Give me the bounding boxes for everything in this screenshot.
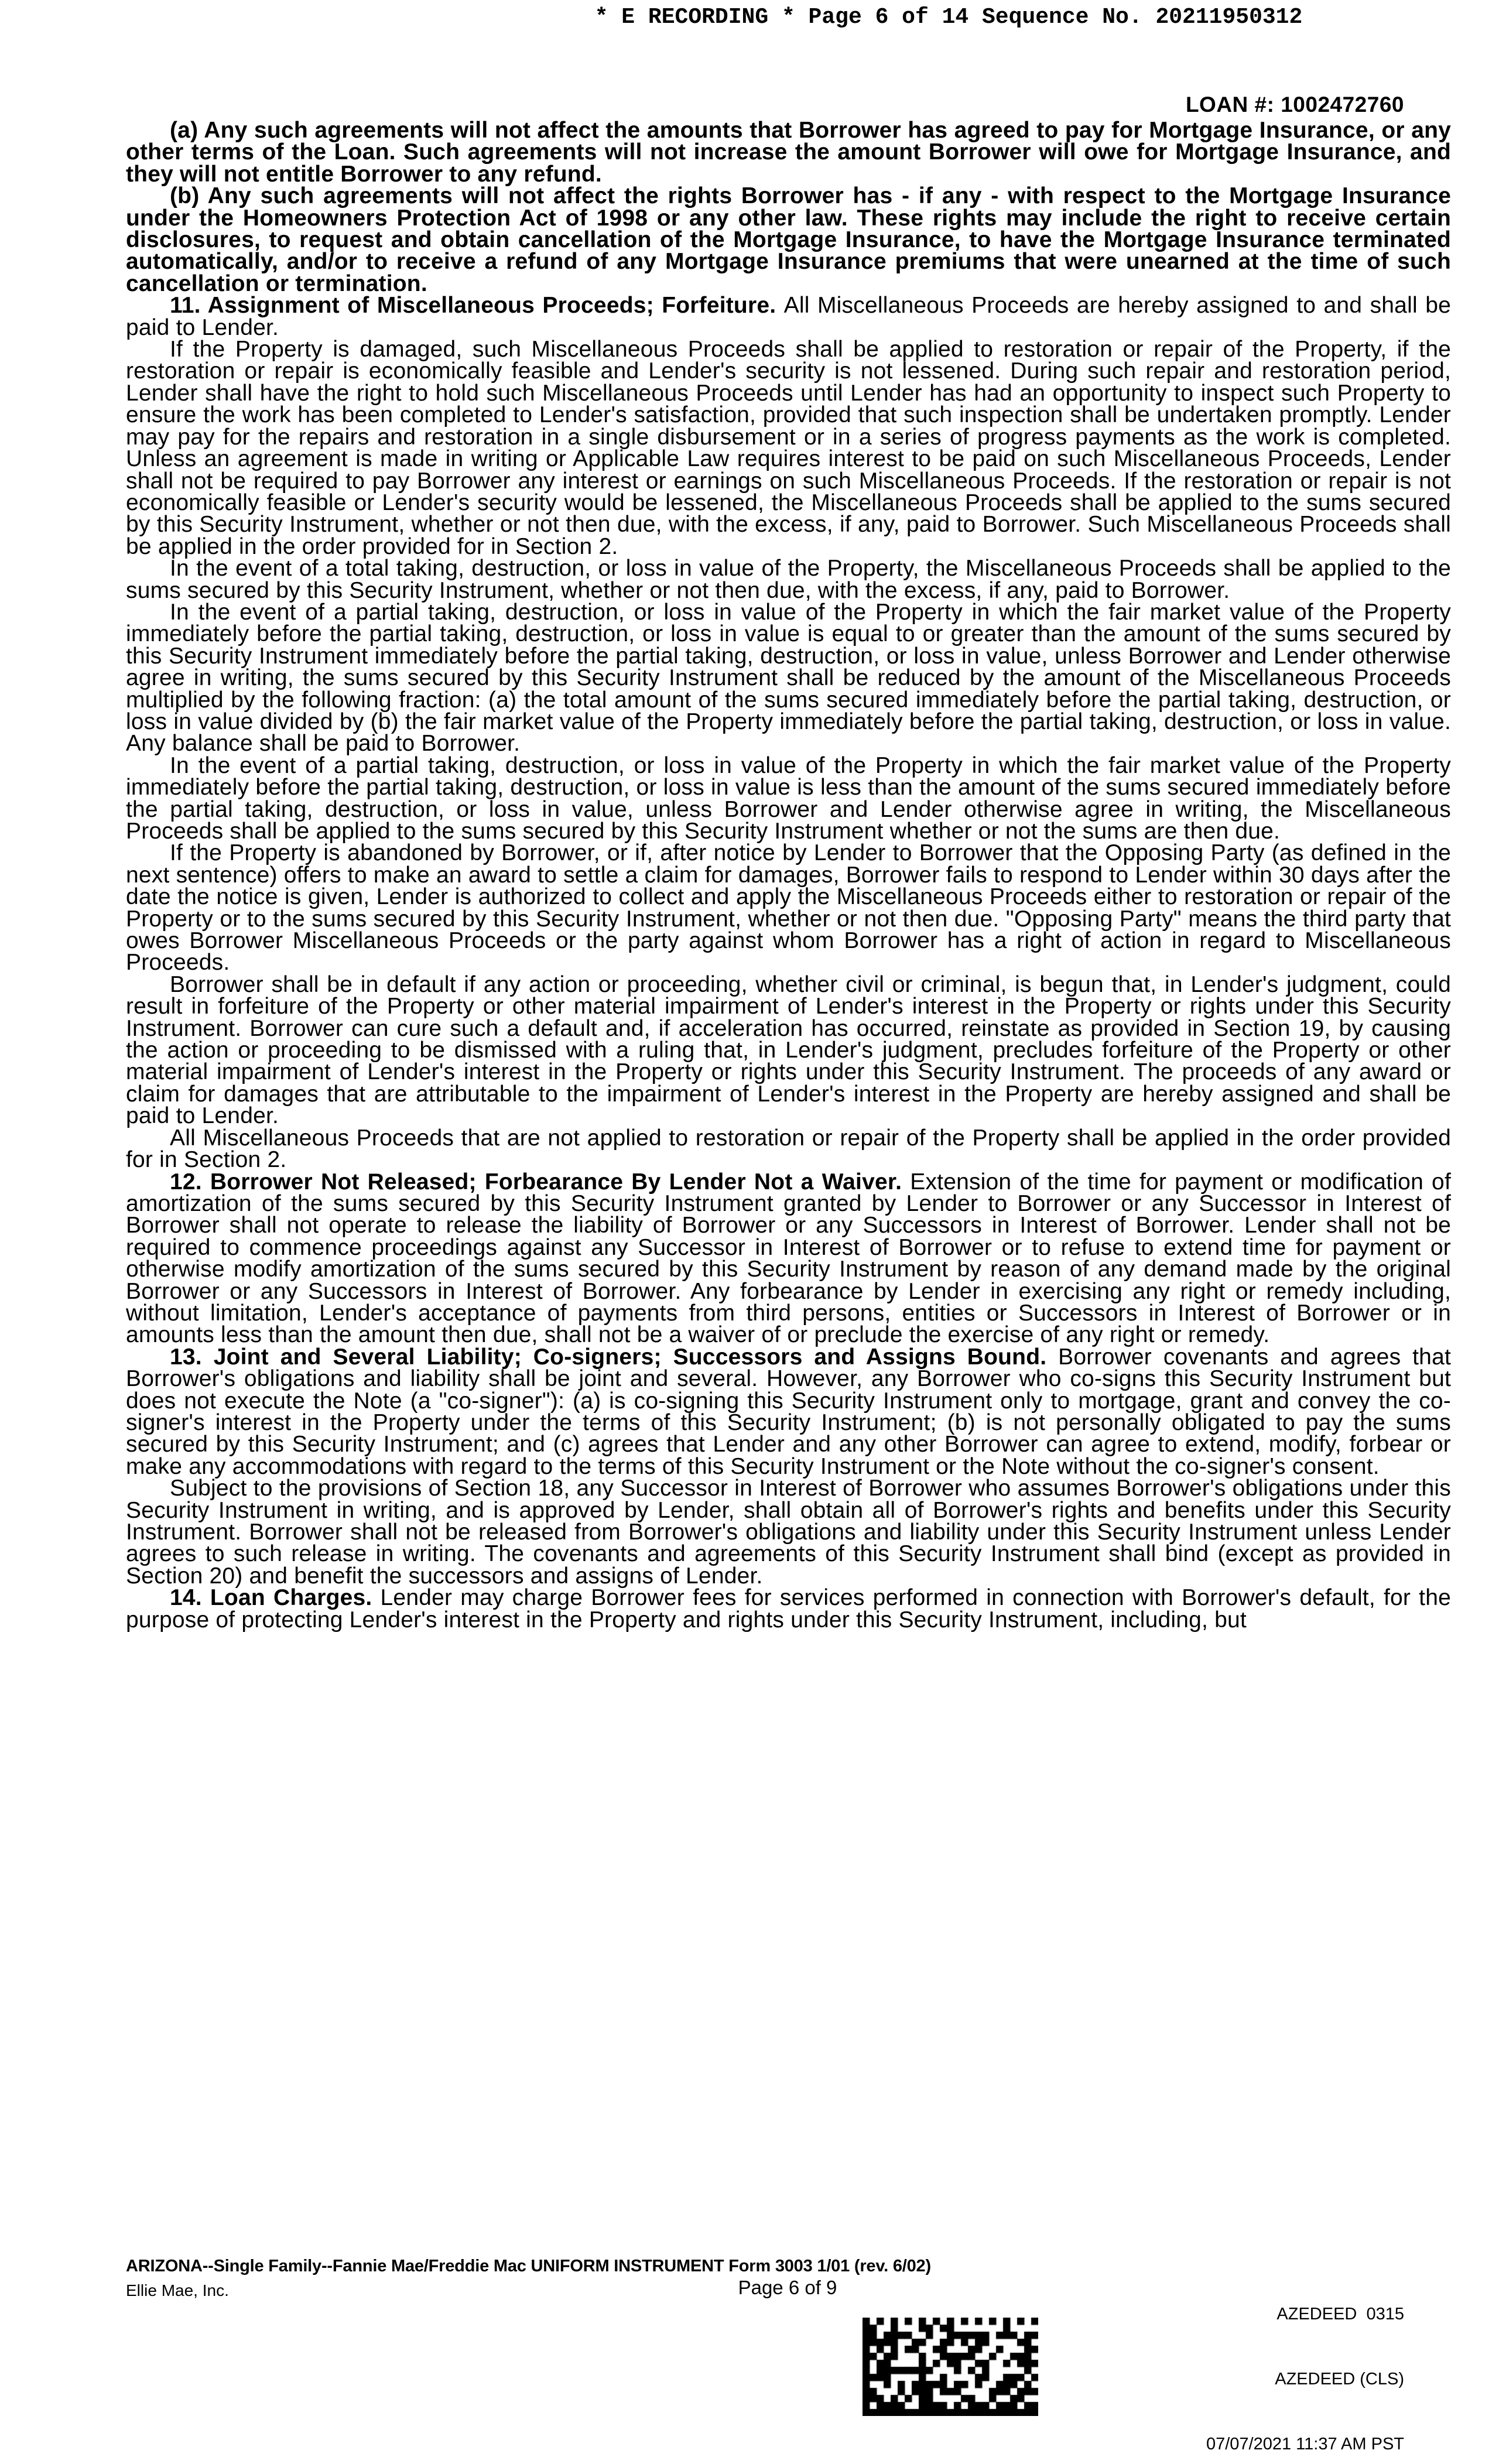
paragraph <box>126 840 1451 976</box>
e-recording-header: * E RECORDING * Page 6 of 14 Sequence No. 20211950312 <box>594 5 1303 30</box>
paragraph <box>126 1587 1451 1631</box>
text-run: Subject to the provisions of Section 18, any Successor in Interest of Borrower who assumes Borrower's obligations under this Security Instrument in writing, and is approved by Lender, shall obtain all of Borrower's rights and benefits under this Security Instrument. Borrower shall not be released from Borrower's obligations and liability under this Security Instrument unless Lender agrees to such release in writing. The covenants and agreements of this Security Instrument shall bind (except as provided in Section 20) and benefit the successors and assigns of Lender. <box>126 1476 1451 1589</box>
footer-doc-codes <box>1206 2260 1404 2464</box>
text-run: Borrower covenants and agrees that Borrower's obligations and liability shall be joint and several. However, any Borrower who co-signs this Security Instrument but does not execute the Note (a "co-signer"): (a) is co-signing this Security Instrument only to mortgage, grant and convey the co-signer's interest in the Property under the terms of this Security Instrument; (b) is not personally obligated to pay the sums secured by this Security Instrument; and (c) agrees that Lender and any other Borrower can agree to extend, modify, forbear or make any accommodations with regard to the terms of this Security Instrument or the Note without the co-signer's consent. <box>126 1344 1451 1479</box>
text-run: In the event of a total taking, destruction, or loss in value of the Property, the Miscellaneous Proceeds shall be applied to the sums secured by this Security Instrument, whether or not then due, with the excess, if any, paid to Borrower. <box>126 556 1451 603</box>
text-run: Borrower shall be in default if any action or proceeding, whether civil or criminal, is begun that, in Lender's judgment, could result in forfeiture of the Property or other material impairment of Lender's interest in the Property or rights under this Security Instrument. Borrower can cure such a default and, if acceleration has occurred, reinstate as provided in Section 19, by causing the action or proceeding to be dismissed with a ruling that, in Lender's judgment, precludes forfeiture of the Property or other material impairment of Lender's interest in the Property or rights under this Security Instrument. The proceeds of any award or claim for damages that are attributable to the impairment of Lender's interest in the Property are hereby assigned and shall be paid to Lender. <box>126 971 1451 1129</box>
paragraph <box>126 119 1451 185</box>
text-run: Lender may charge Borrower fees for services performed in connection with Borrower's default, for the purpose of protecting Lender's interest in the Property and rights under this Security Instrument, including, but <box>126 1585 1451 1633</box>
paragraph <box>126 295 1451 338</box>
bold-text-run: 13. Joint and Several Liability; Co-signers; Successors and Assigns Bound. <box>170 1344 1059 1370</box>
paragraph <box>126 1171 1451 1346</box>
footer-form-line: ARIZONA--Single Family--Fannie Mae/Freddie Mac UNIFORM INSTRUMENT Form 3003 1/01 (rev. 6/02) <box>126 2257 931 2275</box>
paragraph <box>126 971 1451 1129</box>
footer-vendor: Ellie Mae, Inc. <box>126 2281 229 2299</box>
text-run: If the Property is abandoned by Borrower, or if, after notice by Lender to Borrower that the Opposing Party (as defined in the next sentence) offers to make an award to settle a claim for damages, Borrower fails to respond to Lender within 30 days after the date the notice is given, Lender is authorized to collect and apply the Miscellaneous Proceeds either to restoration or repair of the Property or to the sums secured by this Security Instrument, whether or not then due. "Opposing Party" means the third party that owes Borrower Miscellaneous Proceeds or the party against whom Borrower has a right of action in regard to Miscellaneous Proceeds. <box>126 840 1451 976</box>
footer-doc-code: AZEDEED 0315 <box>1276 2305 1404 2323</box>
loan-number: LOAN #: 1002472760 <box>1185 93 1404 117</box>
text-run: All Miscellaneous Proceeds that are not applied to restoration or repair of the Property shall be applied in the order provided for in Section 2. <box>126 1125 1451 1173</box>
paragraph <box>126 752 1451 844</box>
bold-text-run: (a) Any such agreements will not affect the amounts that Borrower has agreed to pay for Mortgage Insurance, or any other terms of the Loan. Such agreements will not increase the amount Borrower will owe for Mortgage Insurance, and they will not entitle Borrower to any refund. <box>126 118 1451 187</box>
paragraph <box>126 557 1451 601</box>
footer-timestamp: 07/07/2021 11:37 AM PST <box>1206 2435 1404 2453</box>
paragraph <box>126 1477 1451 1587</box>
text-run: All Miscellaneous Proceeds are hereby assigned to and shall be paid to Lender. <box>126 293 1451 340</box>
footer-page-number: Page 6 of 9 <box>738 2277 837 2298</box>
paragraph <box>126 601 1451 755</box>
footer-doc-code-cls: AZEDEED (CLS) <box>1275 2370 1404 2388</box>
bold-text-run: 14. Loan Charges. <box>170 1585 381 1611</box>
paragraph <box>126 1127 1451 1171</box>
text-run: In the event of a partial taking, destruction, or loss in value of the Property in which the fair market value of the Property immediately before the partial taking, destruction, or loss in value is less than the amount of the sums secured immediately before the partial taking, destruction, or loss in value, unless Borrower and Lender otherwise agree in writing, the Miscellaneous Proceeds shall be applied to the sums secured by this Security Instrument whether or not the sums are then due. <box>126 752 1451 844</box>
paragraph <box>126 338 1451 557</box>
bold-text-run: 12. Borrower Not Released; Forbearance By Lender Not a Waiver. <box>170 1169 911 1195</box>
text-run: In the event of a partial taking, destruction, or loss in value of the Property in which the fair market value of the Property immediately before the partial taking, destruction, or loss in value is equal to or greater than the amount of the sums secured by this Security Instrument immediately before the partial taking, destruction, or loss in value, unless Borrower and Lender otherwise agree in writing, the sums secured by this Security Instrument shall be reduced by the amount of the Miscellaneous Proceeds multiplied by the following fraction: (a) the total amount of the sums secured immediately before the partial taking, destruction, or loss in value divided by (b) the fair market value of the Property immediately before the partial taking, destruction, or loss in value. Any balance shall be paid to Borrower. <box>126 599 1451 757</box>
data-matrix-barcode <box>863 2318 1038 2416</box>
text-run: If the Property is damaged, such Miscellaneous Proceeds shall be applied to restoration or repair of the Property, if the restoration or repair is economically feasible and Lender's security is not lessened. During such repair and restoration period, Lender shall have the right to hold such Miscellaneous Proceeds until Lender has had an opportunity to inspect such Property to ensure the work has been completed to Lender's satisfaction, provided that such inspection shall be undertaken promptly. Lender may pay for the repairs and restoration in a single disbursement or in a series of progress payments as the work is completed. Unless an agreement is made in writing or Applicable Law requires interest to be paid on such Miscellaneous Proceeds, Lender shall not be required to pay Borrower any interest or earnings on such Miscellaneous Proceeds. If the restoration or repair is not economically feasible or Lender's security would be lessened, the Miscellaneous Proceeds shall be applied to the sums secured by this Security Instrument, whether or not then due, with the excess, if any, paid to Borrower. Such Miscellaneous Proceeds shall be applied in the order provided for in Section 2. <box>126 337 1451 559</box>
bold-text-run: 11. Assignment of Miscellaneous Proceeds; Forfeiture. <box>170 293 784 319</box>
document-body <box>126 119 1451 1631</box>
text-run: Extension of the time for payment or modification of amortization of the sums secured by this Security Instrument granted by Lender to Borrower or any Successor in Interest of Borrower shall not operate to release the liability of Borrower or any Successors in Interest of Borrower. Lender shall not be required to commence proceedings against any Successor in Interest of Borrower or to refuse to extend time for payment or otherwise modify amortization of the sums secured by this Security Instrument by reason of any demand made by the original Borrower or any Successors in Interest of Borrower. Any forbearance by Lender in exercising any right or remedy including, without limitation, Lender's acceptance of payments from third persons, entities or Successors in Interest of Borrower or in amounts less than the amount then due, shall not be a waiver of or preclude the exercise of any right or remedy. <box>126 1169 1451 1348</box>
bold-text-run: (b) Any such agreements will not affect the rights Borrower has - if any - with respect to the Mortgage Insurance under the Homeowners Protection Act of 1998 or any other law. These rights may include the right to receive certain disclosures, to request and obtain cancellation of the Mortgage Insurance, to have the Mortgage Insurance terminated automatically, and/or to receive a refund of any Mortgage Insurance premiums that were unearned at the time of such cancellation or termination. <box>126 183 1451 296</box>
paragraph <box>126 185 1451 295</box>
paragraph <box>126 1346 1451 1477</box>
